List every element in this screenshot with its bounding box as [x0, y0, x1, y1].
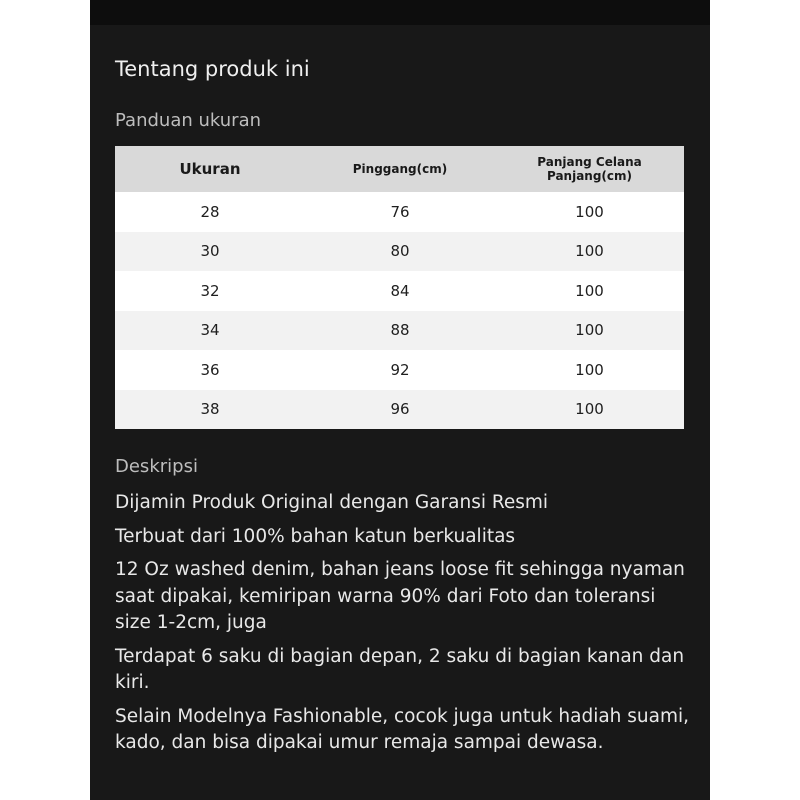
description-item: Dijamin Produk Original dengan Garansi Resmi [115, 492, 549, 513]
table-header-row [115, 146, 684, 192]
table-row [115, 390, 684, 430]
table-cell-waist: 96 [305, 390, 495, 430]
column-header-length [495, 146, 684, 192]
column-header-waist: Pinggang(cm) [305, 146, 495, 192]
product-info-panel [90, 0, 710, 800]
table-row [115, 311, 684, 351]
table-cell-length: 100 [495, 390, 684, 430]
table-cell-waist: 80 [305, 232, 495, 272]
table-cell-waist: 76 [305, 192, 495, 232]
table-row [115, 192, 684, 232]
table-row [115, 232, 684, 272]
description-item: Terbuat dari 100% bahan katun berkualitas [115, 525, 516, 547]
section-title: Tentang produk ini [115, 57, 310, 81]
table-cell-size: 28 [115, 192, 305, 232]
table-cell-size: 38 [115, 390, 305, 430]
top-divider-strip [90, 0, 710, 25]
table-row [115, 271, 684, 311]
table-row [115, 350, 684, 390]
table-cell-length: 100 [495, 350, 684, 390]
table-cell-size: 30 [115, 232, 305, 272]
table-cell-waist: 84 [305, 271, 495, 311]
size-guide-table [115, 146, 684, 429]
table-cell-size: 32 [115, 271, 305, 311]
column-header-length-text: Panjang Celana Panjang(cm) [537, 155, 642, 183]
description-item: Terdapat 6 saku di bagian depan, 2 saku di bagian kanan dan kiri. [115, 645, 685, 693]
table-cell-waist: 92 [305, 350, 495, 390]
table-cell-length: 100 [495, 192, 684, 232]
table-cell-size: 36 [115, 350, 305, 390]
column-header-size: Ukuran [115, 146, 305, 192]
description-item: Selain Modelnya Fashionable, cocok juga untuk hadiah suami, kado, dan bisa dipakai umur remaja sampai dewasa. [115, 705, 690, 753]
size-guide-title: Panduan ukuran [115, 110, 262, 131]
table-cell-length: 100 [495, 271, 684, 311]
table-cell-waist: 88 [305, 311, 495, 351]
description-title: Deskripsi [115, 456, 198, 477]
table-cell-length: 100 [495, 311, 684, 351]
description-item: 12 Oz washed denim, bahan jeans loose fit sehingga nyaman saat dipakai, kemiripan warna 90% dari Foto dan toleransi size 1-2cm, juga [115, 559, 685, 633]
description-list [115, 490, 695, 764]
table-cell-size: 34 [115, 311, 305, 351]
table-cell-length: 100 [495, 232, 684, 272]
